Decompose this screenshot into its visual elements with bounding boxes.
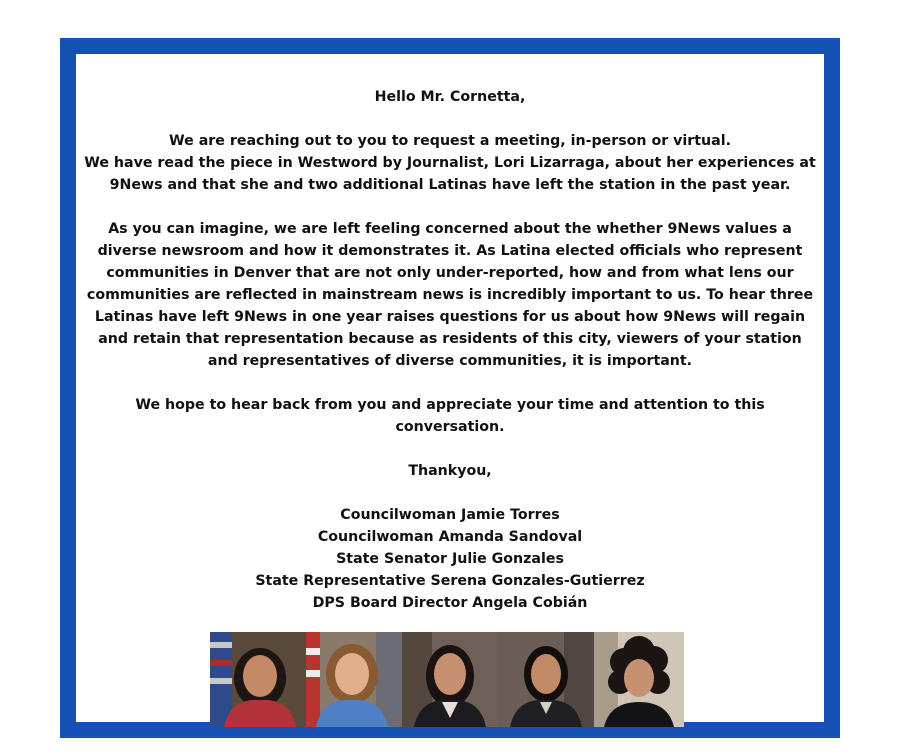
signatory-photo-2 [306, 632, 402, 727]
paragraph-2-line-4: communities are reflected in mainstream news is incredibly important to us. To hear three [86, 287, 814, 303]
signatory-photo-4 [498, 632, 594, 727]
signatory-photo-strip [210, 632, 684, 727]
signatory-2: Councilwoman Amanda Sandoval [317, 529, 583, 545]
paragraph-1-line-3: 9News and that she and two additional Latinas have left the station in the past year. [109, 177, 791, 193]
paragraph-2-line-7: and representatives of diverse communities, it is important. [207, 353, 693, 369]
signatory-1: Councilwoman Jamie Torres [340, 507, 560, 523]
signatory-photo-5 [594, 632, 684, 727]
paragraph-2-line-5: Latinas have left 9News in one year raises questions for us about how 9News will regain [94, 309, 806, 325]
signatory-photo-1 [210, 632, 306, 727]
paragraph-1-line-1: We are reaching out to you to request a meeting, in-person or virtual. [169, 133, 731, 149]
paragraph-3-line-1: We hope to hear back from you and appreciate your time and attention to this [135, 397, 765, 413]
signatory-photo-3 [402, 632, 498, 727]
paragraph-3-line-2: conversation. [395, 419, 505, 435]
paragraph-1-line-2: We have read the piece in Westword by Journalist, Lori Lizarraga, about her experiences at [84, 155, 816, 171]
signatory-3: State Senator Julie Gonzales [336, 551, 564, 567]
paragraph-2-line-2: diverse newsroom and how it demonstrates it. As Latina elected officials who represent [97, 243, 803, 259]
letter-border-frame [60, 38, 840, 738]
paragraph-2-line-3: communities in Denver that are not only under-reported, how and from what lens our [106, 265, 794, 281]
closing: Thankyou, [408, 463, 492, 479]
paragraph-2-line-6: and retain that representation because as residents of this city, viewers of your station [98, 331, 802, 347]
signatory-5: DPS Board Director Angela Cobián [312, 595, 588, 611]
letter-card [76, 54, 824, 722]
letter-body [76, 86, 824, 614]
paragraph-2-line-1: As you can imagine, we are left feeling concerned about the whether 9News values a [108, 221, 792, 237]
signatory-4: State Representative Serena Gonzales-Gutierrez [255, 573, 645, 589]
greeting: Hello Mr. Cornetta, [374, 89, 526, 105]
